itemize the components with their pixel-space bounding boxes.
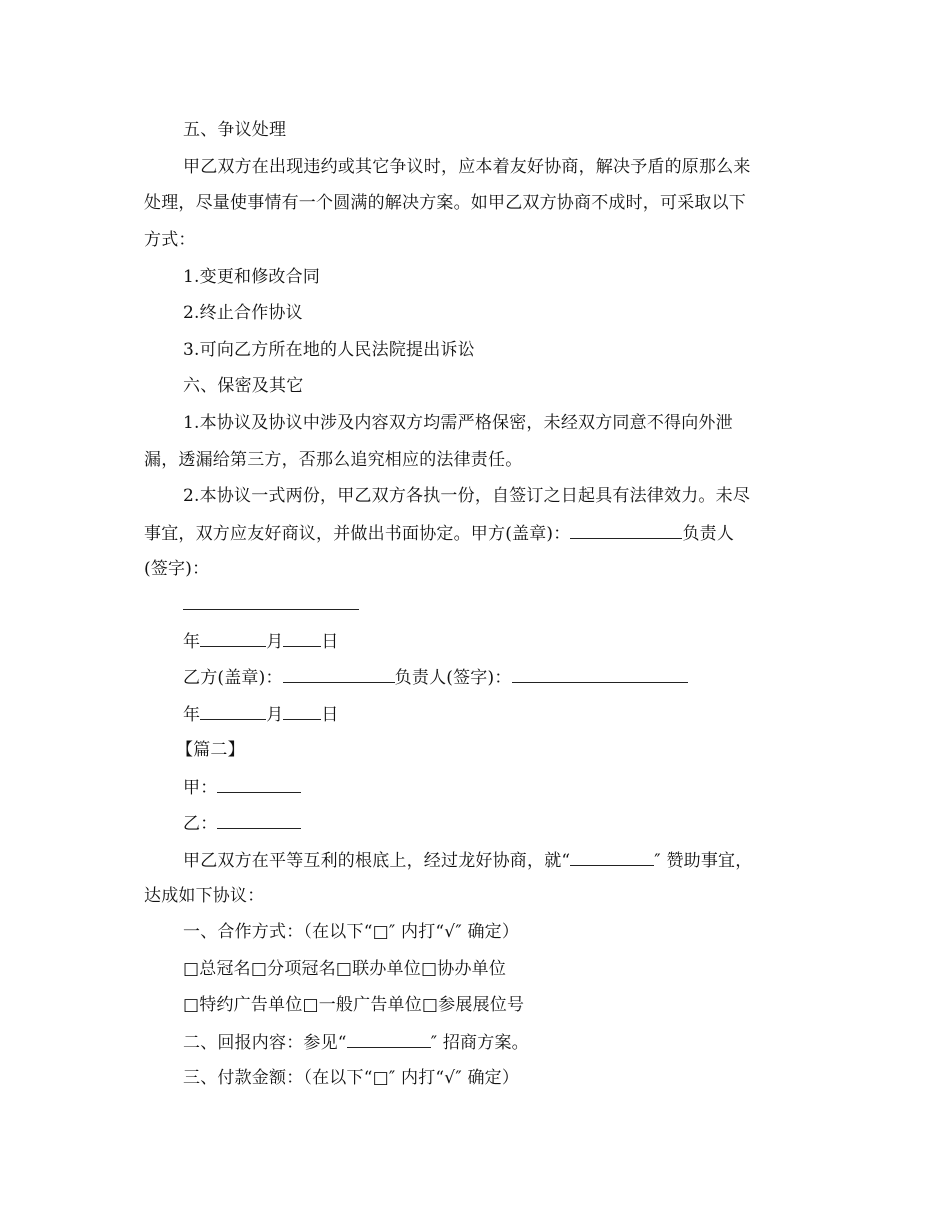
party-a-label: 甲：	[183, 778, 218, 798]
month-label: 月	[266, 632, 284, 652]
month-blank	[200, 703, 266, 720]
month-label: 月	[266, 705, 284, 725]
month-blank	[200, 630, 266, 647]
paragraph-line: 方式：	[144, 230, 196, 250]
paragraph-line	[144, 522, 734, 545]
date-line	[183, 630, 339, 653]
intro-text-end: ″ 赞助事宜，	[654, 851, 753, 871]
list-item: 2.终止合作协议	[183, 303, 303, 323]
return-text-end: ″ 招商方案。	[430, 1033, 529, 1053]
paragraph-line: 达成如下协议：	[144, 886, 265, 906]
day-label: 日	[321, 705, 339, 725]
party-b-seal-blank	[283, 666, 395, 683]
sponsorship-name-blank	[570, 849, 654, 866]
party-b-seal-label: 乙方(盖章)：	[183, 668, 283, 688]
checkbox-options: □特约广告单位□一般广告单位□参展展位号	[183, 995, 525, 1015]
party-b-label: 乙：	[183, 814, 218, 834]
date-line	[183, 703, 339, 726]
intro-text: 甲乙双方在平等互利的根底上，经过龙好协商，就“	[183, 851, 571, 871]
party-a-blank	[217, 776, 301, 793]
section-heading: 一、合作方式：（在以下“□″ 内打“√″ 确定）	[183, 922, 520, 942]
list-item: 3.可向乙方所在地的人民法院提出诉讼	[183, 340, 475, 360]
return-text: 二、回报内容：参见“	[183, 1033, 347, 1053]
party-a-line	[183, 776, 301, 799]
part-title: 【篇二】	[176, 740, 245, 760]
section-heading: 五、争议处理	[183, 120, 287, 140]
paragraph-line: 甲乙双方在出现违约或其它争议时，应本着友好协商，解决予盾的原那么来	[183, 157, 751, 177]
day-blank	[283, 630, 321, 647]
paragraph-line	[183, 1031, 529, 1054]
paragraph-line: 漏，透漏给第三方，否那么追究相应的法律责任。	[144, 450, 523, 470]
party-b-rep-label: 负责人(签字)：	[394, 668, 512, 688]
party-b-rep-blank	[512, 666, 688, 683]
party-b-line	[183, 666, 688, 689]
party-a-seal-blank	[570, 522, 682, 539]
day-label: 日	[321, 632, 339, 652]
day-blank	[283, 703, 321, 720]
paragraph-line: 处理，尽量使事情有一个圆满的解决方案。如甲乙双方协商不成时，可采取以下	[144, 193, 746, 213]
section-heading: 六、保密及其它	[183, 376, 304, 396]
checkbox-options: □总冠名□分项冠名□联办单位□协办单位	[183, 959, 507, 979]
paragraph-line	[183, 849, 752, 872]
party-a-seal-label: 事宜，双方应友好商议，并做出书面协定。甲方(盖章)：	[144, 524, 571, 544]
year-label: 年	[183, 705, 201, 725]
party-b-line	[183, 812, 301, 835]
party-a-rep-label: 负责人	[682, 524, 735, 544]
year-label: 年	[183, 632, 201, 652]
party-a-signature-blank	[183, 609, 359, 610]
paragraph-line: 2.本协议一式两份，甲乙双方各执一份，自签订之日起具有法律效力。未尽	[183, 486, 751, 506]
section-heading: 三、付款金额：（在以下“□″ 内打“√″ 确定）	[183, 1068, 520, 1088]
list-item: 1.变更和修改合同	[183, 267, 321, 287]
paragraph-line: (签字)：	[144, 559, 210, 579]
plan-name-blank	[347, 1031, 431, 1048]
paragraph-line: 1.本协议及协议中涉及内容双方均需严格保密，未经双方同意不得向外泄	[183, 413, 733, 433]
party-b-blank	[217, 812, 301, 829]
